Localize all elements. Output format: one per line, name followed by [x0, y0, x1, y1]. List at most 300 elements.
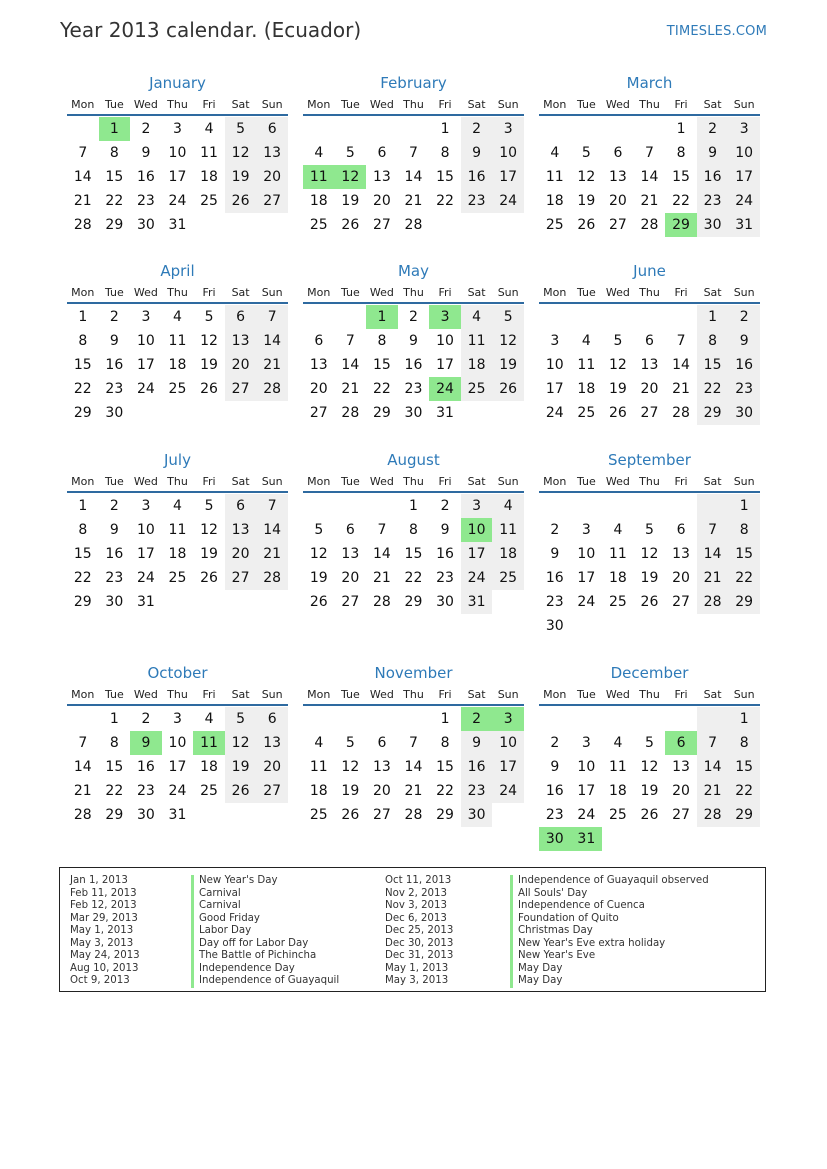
day-cell: 18 [309, 193, 328, 209]
day-cell: 21 [404, 193, 423, 209]
day-cell: 3 [173, 711, 182, 727]
holiday-date: Nov 3, 2013 [385, 900, 448, 911]
holiday-name: May Day [510, 963, 709, 976]
month-name: May [397, 262, 429, 280]
day-cell: 26 [341, 807, 360, 823]
day-cell: 30 [105, 405, 124, 421]
weekday-label: Mon [71, 98, 95, 111]
day-cell: 17 [168, 759, 187, 775]
day-cell: 15 [105, 169, 124, 185]
day-cell: 24 [168, 783, 187, 799]
day-cell: 17 [577, 783, 596, 799]
day-cell: 22 [728, 566, 760, 590]
day-cell: 19 [640, 570, 659, 586]
day-cell: 20 [225, 353, 257, 377]
day-cell: 22 [728, 779, 760, 803]
day-cell: 2 [461, 117, 493, 141]
day-cell: 1 [78, 498, 88, 514]
day-cell: 27 [672, 807, 690, 823]
holiday-name: Independence of Cuenca [510, 900, 709, 913]
holiday-date: May 1, 2013 [385, 962, 449, 974]
weekday-label: Thu [403, 688, 424, 701]
day-cell: 5 [581, 145, 591, 161]
day-cell: 31 [136, 594, 155, 610]
weekday-label: Sun [733, 688, 755, 701]
day-cell: 28 [73, 217, 92, 233]
day-cell: 2 [141, 121, 151, 137]
month-january [67, 71, 288, 237]
empty-day-cell [697, 494, 729, 518]
day-cell: 7 [409, 145, 418, 161]
day-cell: 27 [225, 566, 257, 590]
day-cell: 19 [200, 357, 218, 373]
weekday-label: Tue [340, 98, 360, 111]
empty-day-cell [67, 117, 99, 141]
empty-day-cell [571, 494, 603, 518]
day-cell: 10 [168, 145, 187, 161]
holiday-legend [59, 867, 766, 992]
holiday-name: Labor Day [191, 925, 339, 938]
empty-day-cell [303, 707, 335, 731]
day-cell: 15 [728, 542, 760, 566]
day-cell: 6 [225, 305, 257, 329]
day-cell: 28 [256, 566, 288, 590]
weekday-label: Thu [639, 475, 660, 488]
page-title: Year 2013 calendar. (Ecuador) [60, 18, 362, 42]
empty-day-cell [539, 117, 571, 141]
month-name: June [633, 262, 666, 280]
weekday-label: Sun [497, 475, 519, 488]
day-cell: 28 [697, 803, 729, 827]
holiday-day-cell: 31 [571, 827, 603, 851]
weekday-header [67, 685, 288, 706]
day-cell: 20 [309, 381, 328, 397]
day-cell: 14 [256, 329, 288, 353]
day-cell: 6 [256, 707, 288, 731]
day-cell: 2 [409, 309, 418, 325]
day-cell: 15 [404, 546, 423, 562]
day-cell: 11 [608, 759, 627, 775]
day-cell: 1 [78, 309, 88, 325]
holiday-day-cell: 1 [366, 305, 398, 329]
day-cell: 4 [461, 305, 493, 329]
weekday-label: Thu [403, 286, 424, 299]
day-cell: 1 [728, 707, 760, 731]
day-cell: 23 [436, 570, 454, 586]
day-cell: 12 [640, 546, 659, 562]
day-cell: 17 [545, 381, 564, 397]
day-cell: 15 [372, 357, 391, 373]
holiday-name: New Year's Eve [510, 950, 709, 963]
day-cell: 18 [492, 542, 524, 566]
day-cell: 16 [105, 357, 124, 373]
holiday-day-cell: 29 [665, 213, 697, 237]
weekday-label: Mon [543, 98, 567, 111]
day-cell: 1 [440, 121, 450, 137]
day-cell: 6 [225, 494, 257, 518]
day-grid [539, 305, 760, 425]
weekday-label: Thu [167, 286, 188, 299]
day-cell: 20 [372, 193, 391, 209]
day-cell: 15 [697, 353, 729, 377]
day-cell: 6 [676, 522, 686, 538]
day-grid [303, 707, 524, 827]
day-cell: 24 [492, 779, 524, 803]
day-cell: 8 [78, 522, 88, 538]
day-cell: 7 [345, 333, 355, 349]
day-cell: 31 [168, 217, 187, 233]
weekday-header [303, 685, 524, 706]
day-cell: 29 [728, 590, 760, 614]
holiday-name: New Year's Day [191, 875, 339, 888]
day-cell: 10 [545, 357, 564, 373]
day-cell: 15 [436, 169, 454, 185]
day-cell: 1 [409, 498, 418, 514]
day-cell: 17 [492, 755, 524, 779]
day-cell: 29 [105, 217, 124, 233]
day-cell: 13 [372, 759, 391, 775]
day-cell: 21 [341, 381, 360, 397]
day-cell: 13 [256, 731, 288, 755]
day-cell: 28 [73, 807, 92, 823]
day-cell: 16 [545, 570, 564, 586]
empty-day-cell [366, 117, 398, 141]
day-cell: 30 [105, 594, 124, 610]
day-cell: 4 [492, 494, 524, 518]
weekday-label: Tue [104, 98, 124, 111]
day-cell: 19 [492, 353, 524, 377]
day-cell: 16 [404, 357, 423, 373]
day-cell: 11 [545, 169, 564, 185]
day-cell: 23 [545, 594, 564, 610]
day-cell: 2 [550, 735, 560, 751]
day-cell: 16 [105, 546, 124, 562]
day-cell: 17 [492, 165, 524, 189]
holiday-name: Good Friday [191, 913, 339, 926]
month-name: February [380, 74, 447, 92]
weekday-label: Wed [133, 475, 158, 488]
weekday-label: Sun [733, 286, 755, 299]
day-cell: 21 [256, 542, 288, 566]
day-cell: 10 [492, 141, 524, 165]
day-cell: 9 [109, 522, 119, 538]
day-cell: 12 [640, 759, 659, 775]
day-cell: 27 [256, 189, 288, 213]
weekday-label: Mon [71, 475, 95, 488]
day-cell: 14 [697, 542, 729, 566]
empty-day-cell [303, 305, 335, 329]
day-cell: 29 [436, 807, 454, 823]
legend-names-right [510, 875, 709, 988]
day-cell: 22 [436, 783, 454, 799]
day-cell: 22 [73, 381, 92, 397]
day-cell: 5 [225, 117, 257, 141]
day-cell: 14 [256, 518, 288, 542]
day-cell: 18 [168, 546, 187, 562]
day-cell: 25 [309, 807, 328, 823]
month-name: July [164, 451, 191, 469]
day-grid [539, 117, 760, 237]
month-name: December [610, 664, 689, 682]
day-cell: 6 [377, 145, 387, 161]
day-cell: 14 [404, 759, 423, 775]
day-cell: 11 [200, 145, 218, 161]
day-cell: 16 [136, 759, 155, 775]
day-cell: 28 [640, 217, 659, 233]
holiday-name: May Day [510, 975, 709, 988]
day-cell: 28 [341, 405, 360, 421]
empty-day-cell [303, 494, 335, 518]
day-cell: 13 [608, 169, 627, 185]
day-cell: 12 [341, 759, 360, 775]
day-cell: 18 [545, 193, 564, 209]
day-cell: 15 [105, 759, 124, 775]
weekday-label: Mon [307, 98, 331, 111]
day-cell: 10 [168, 735, 187, 751]
day-cell: 27 [372, 807, 391, 823]
holiday-name: Independence Day [191, 963, 339, 976]
day-cell: 31 [461, 590, 493, 614]
weekday-label: Fri [674, 688, 688, 701]
day-cell: 18 [200, 169, 218, 185]
holiday-day-cell: 3 [492, 707, 524, 731]
day-cell: 3 [141, 309, 151, 325]
weekday-label: Tue [576, 286, 596, 299]
day-cell: 15 [73, 357, 92, 373]
empty-day-cell [571, 305, 603, 329]
day-cell: 29 [697, 401, 729, 425]
empty-day-cell [602, 494, 634, 518]
day-cell: 13 [256, 141, 288, 165]
day-cell: 3 [461, 494, 493, 518]
day-cell: 6 [645, 333, 654, 349]
day-cell: 30 [136, 807, 155, 823]
day-cell: 12 [492, 329, 524, 353]
empty-day-cell [665, 707, 697, 731]
day-cell: 24 [577, 807, 596, 823]
day-cell: 18 [608, 570, 627, 586]
weekday-label: Wed [369, 286, 394, 299]
day-cell: 22 [73, 570, 92, 586]
day-cell: 30 [404, 405, 423, 421]
day-cell: 19 [309, 570, 328, 586]
day-cell: 8 [697, 329, 729, 353]
day-cell: 12 [200, 522, 218, 538]
day-cell: 10 [577, 546, 596, 562]
legend-dates-right [385, 875, 453, 988]
weekday-label: Sat [231, 475, 250, 488]
month-name: October [147, 664, 208, 682]
day-cell: 7 [377, 522, 387, 538]
day-cell: 8 [728, 731, 760, 755]
day-cell: 13 [672, 759, 690, 775]
empty-day-cell [571, 707, 603, 731]
day-cell: 14 [73, 759, 92, 775]
day-cell: 3 [173, 121, 182, 137]
weekday-label: Wed [369, 688, 394, 701]
weekday-header [67, 95, 288, 116]
day-cell: 18 [309, 783, 328, 799]
day-cell: 3 [581, 735, 591, 751]
empty-day-cell [335, 117, 367, 141]
day-cell: 5 [225, 707, 257, 731]
day-cell: 13 [225, 329, 257, 353]
day-cell: 25 [608, 594, 627, 610]
month-name: November [374, 664, 453, 682]
day-cell: 5 [645, 735, 654, 751]
day-cell: 28 [404, 217, 423, 233]
day-cell: 23 [136, 193, 155, 209]
holiday-day-cell: 11 [303, 165, 335, 189]
weekday-label: Thu [167, 98, 188, 111]
weekday-header [303, 95, 524, 116]
holiday-date: Aug 10, 2013 [70, 962, 139, 974]
day-cell: 20 [225, 542, 257, 566]
day-cell: 11 [168, 333, 187, 349]
holiday-name: Independence of Guayaquil observed [510, 875, 709, 888]
day-cell: 17 [577, 570, 596, 586]
weekday-label: Fri [438, 688, 452, 701]
day-cell: 27 [672, 594, 690, 610]
empty-day-cell [634, 707, 666, 731]
day-cell: 16 [545, 783, 564, 799]
day-cell: 9 [697, 141, 729, 165]
empty-day-cell [539, 305, 571, 329]
day-cell: 31 [436, 405, 454, 421]
day-cell: 7 [676, 333, 686, 349]
day-cell: 19 [577, 193, 596, 209]
day-cell: 25 [545, 217, 564, 233]
day-cell: 26 [640, 807, 659, 823]
day-cell: 27 [225, 377, 257, 401]
holiday-date: Nov 2, 2013 [385, 887, 448, 899]
month-december [539, 661, 760, 851]
day-cell: 7 [409, 735, 418, 751]
day-cell: 20 [256, 165, 288, 189]
holiday-day-cell: 30 [539, 827, 571, 851]
day-cell: 12 [225, 731, 257, 755]
day-cell: 7 [697, 731, 729, 755]
day-cell: 11 [461, 329, 493, 353]
weekday-label: Fri [438, 98, 452, 111]
day-cell: 2 [141, 711, 151, 727]
day-cell: 5 [645, 522, 654, 538]
day-grid [303, 305, 524, 425]
day-cell: 31 [168, 807, 187, 823]
day-cell: 21 [256, 353, 288, 377]
month-august [303, 448, 524, 614]
holiday-date: Jan 1, 2013 [70, 875, 128, 886]
weekday-label: Wed [133, 688, 158, 701]
day-cell: 15 [436, 759, 454, 775]
weekday-label: Mon [307, 475, 331, 488]
day-cell: 15 [672, 169, 690, 185]
weekday-header [539, 685, 760, 706]
day-cell: 27 [640, 405, 659, 421]
day-cell: 17 [461, 542, 493, 566]
day-cell: 20 [341, 570, 360, 586]
day-cell: 25 [200, 783, 218, 799]
day-cell: 12 [225, 141, 257, 165]
day-cell: 4 [613, 735, 623, 751]
day-cell: 6 [613, 145, 623, 161]
day-cell: 30 [728, 401, 760, 425]
day-cell: 25 [168, 570, 187, 586]
weekday-label: Sun [733, 98, 755, 111]
day-cell: 14 [697, 755, 729, 779]
day-cell: 16 [728, 353, 760, 377]
empty-day-cell [366, 494, 398, 518]
day-cell: 19 [225, 755, 257, 779]
day-cell: 5 [492, 305, 524, 329]
day-cell: 22 [404, 570, 423, 586]
day-cell: 21 [697, 566, 729, 590]
day-cell: 19 [225, 165, 257, 189]
day-cell: 23 [697, 189, 729, 213]
holiday-name: Christmas Day [510, 925, 709, 938]
day-cell: 29 [73, 405, 92, 421]
day-cell: 25 [492, 566, 524, 590]
weekday-label: Wed [605, 475, 630, 488]
day-cell: 18 [200, 759, 218, 775]
weekday-label: Fri [202, 475, 216, 488]
day-cell: 8 [377, 333, 387, 349]
holiday-date: Dec 25, 2013 [385, 925, 454, 936]
day-grid [67, 117, 288, 237]
day-cell: 1 [728, 494, 760, 518]
day-cell: 29 [728, 803, 760, 827]
day-cell: 23 [461, 189, 493, 213]
day-cell: 28 [404, 807, 423, 823]
day-cell: 1 [697, 305, 729, 329]
day-cell: 17 [168, 169, 187, 185]
weekday-label: Sat [467, 98, 486, 111]
day-cell: 18 [461, 353, 493, 377]
empty-day-cell [398, 117, 430, 141]
empty-day-cell [539, 494, 571, 518]
day-cell: 7 [697, 518, 729, 542]
holiday-name: Carnival [191, 900, 339, 913]
weekday-label: Mon [543, 475, 567, 488]
day-cell: 7 [78, 735, 88, 751]
day-cell: 22 [105, 193, 124, 209]
day-cell: 8 [409, 522, 418, 538]
month-name: January [149, 74, 206, 92]
holiday-day-cell: 1 [99, 117, 131, 141]
holiday-name: Carnival [191, 888, 339, 901]
day-cell: 19 [200, 546, 218, 562]
day-cell: 14 [73, 169, 92, 185]
month-name: September [608, 451, 691, 469]
day-cell: 22 [697, 377, 729, 401]
day-cell: 20 [608, 193, 627, 209]
weekday-label: Fri [202, 98, 216, 111]
weekday-label: Sat [703, 475, 722, 488]
month-february [303, 71, 524, 237]
day-cell: 30 [697, 213, 729, 237]
weekday-label: Sun [497, 98, 519, 111]
day-grid [303, 494, 524, 614]
day-cell: 21 [73, 193, 92, 209]
day-cell: 12 [577, 169, 596, 185]
day-cell: 10 [492, 731, 524, 755]
site-link[interactable]: TIMESLES.COM [666, 24, 767, 39]
day-cell: 11 [309, 759, 328, 775]
day-cell: 8 [440, 145, 450, 161]
weekday-label: Sat [231, 688, 250, 701]
day-cell: 26 [608, 405, 627, 421]
day-cell: 5 [314, 522, 324, 538]
